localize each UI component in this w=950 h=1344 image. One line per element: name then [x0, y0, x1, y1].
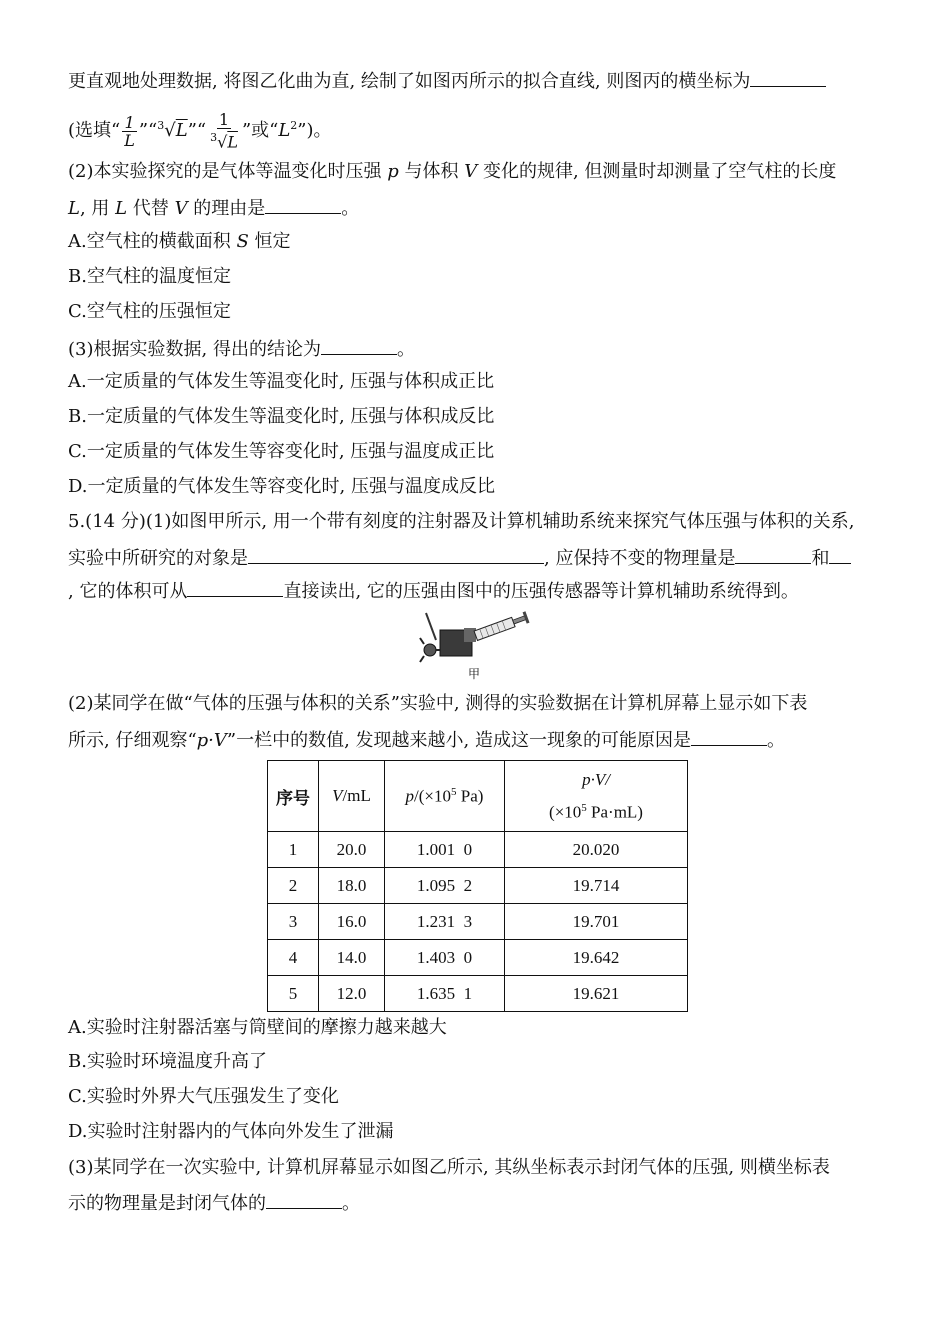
- table-cell-v: 12.0: [319, 976, 385, 1012]
- options-line: (选填“ $\frac{1}{L}$ ”“$^3$√L”“ $\frac{1}{^3√L}$ ”或“$L^2$”)。: [68, 110, 332, 152]
- header-index: 序号: [268, 761, 319, 832]
- option-d[interactable]: D.一定质量的气体发生等容变化时, 压强与温度成反比: [68, 476, 495, 497]
- question-3: (3)根据实验数据, 得出的结论为 。: [68, 336, 415, 362]
- option-b[interactable]: B.一定质量的气体发生等温变化时, 压强与体积成反比: [68, 406, 495, 427]
- table-cell-p: 1.001 0: [385, 832, 505, 868]
- text-line: 更直观地处理数据, 将图乙化曲为直, 绘制了如图丙所示的拟合直线, 则图丙的横坐标为: [68, 68, 826, 94]
- table-cell-p: 1.095 2: [385, 868, 505, 904]
- header-pv: p·V/ ($\times 10^5$ Pa·mL): [505, 761, 688, 832]
- question-5-cont: , 它的体积可从 直接读出, 它的压强由图中的压强传感器等计算机辅助系统得到。: [68, 578, 799, 604]
- question-2: (2)本实验探究的是气体等温变化时压强 p 与体积 V 变化的规律, 但测量时却测量了空气柱的长度: [68, 161, 837, 182]
- option-d[interactable]: D.实验时注射器内的气体向外发生了泄漏: [68, 1121, 394, 1142]
- option-a[interactable]: A.实验时注射器活塞与筒壁间的摩擦力越来越大: [68, 1017, 447, 1038]
- table-cell-p: 1.231 3: [385, 904, 505, 940]
- table-cell-v: 14.0: [319, 940, 385, 976]
- answer-blank[interactable]: [187, 578, 283, 597]
- option-c[interactable]: C.空气柱的压强恒定: [68, 301, 231, 322]
- option-a[interactable]: A.空气柱的横截面积 S 恒定: [68, 231, 291, 252]
- option-b[interactable]: B.空气柱的温度恒定: [68, 266, 231, 287]
- question-5-3: (3)某同学在一次实验中, 计算机屏幕显示如图乙所示, 其纵坐标表示封闭气体的压强, 则横坐标表: [68, 1157, 830, 1178]
- table-cell-pv: 19.621: [505, 976, 688, 1012]
- option-b[interactable]: B.实验时环境温度升高了: [68, 1051, 267, 1072]
- answer-blank[interactable]: [735, 545, 811, 564]
- question-5-cont: 实验中所研究的对象是 , 应保持不变的物理量是 和: [68, 545, 851, 571]
- option-a[interactable]: A.一定质量的气体发生等温变化时, 压强与体积成正比: [68, 371, 495, 392]
- answer-blank[interactable]: [750, 68, 826, 87]
- table-cell-pv: 19.714: [505, 868, 688, 904]
- answer-blank[interactable]: [829, 545, 851, 564]
- answer-blank[interactable]: [321, 336, 397, 355]
- table-row: [268, 976, 688, 1012]
- option-c[interactable]: C.一定质量的气体发生等容变化时, 压强与温度成正比: [68, 441, 495, 462]
- option-c[interactable]: C.实验时外界大气压强发生了变化: [68, 1086, 339, 1107]
- question-5-2-cont: 所示, 仔细观察“p·V”一栏中的数值, 发现越来越小, 造成这一现象的可能原因是 。: [68, 727, 785, 753]
- table-cell-v: 20.0: [319, 832, 385, 868]
- header-pressure: $p/(\times 10^5$ Pa): [385, 761, 505, 832]
- question-2-cont: L, 用 L 代替 V 的理由是 。: [68, 195, 359, 221]
- figure-caption: 甲: [468, 667, 481, 681]
- question-5: 5.(14 分)(1)如图甲所示, 用一个带有刻度的注射器及计算机辅助系统来探究气体压强与体积的关系,: [68, 511, 855, 532]
- cube-root: $^3$√L: [157, 119, 188, 141]
- syringe-apparatus-figure: [418, 608, 532, 670]
- table-cell-n: 3: [268, 904, 319, 940]
- header-volume: V/mL: [319, 761, 385, 832]
- table-cell-n: 1: [268, 832, 319, 868]
- table-cell-v: 16.0: [319, 904, 385, 940]
- table-cell-v: 18.0: [319, 868, 385, 904]
- sensor-connector: [464, 628, 476, 642]
- table-row: [268, 940, 688, 976]
- stand-rod: [426, 613, 436, 640]
- fraction: $\frac{1}{^3√L}$: [210, 110, 238, 152]
- answer-blank[interactable]: [266, 1190, 342, 1209]
- table-cell-n: 4: [268, 940, 319, 976]
- table-cell-pv: 20.020: [505, 832, 688, 868]
- table-row: [268, 832, 688, 868]
- question-5-2: (2)某同学在做“气体的压强与体积的关系”实验中, 测得的实验数据在计算机屏幕上显示如下表: [68, 693, 808, 714]
- table-header-row: [268, 761, 688, 832]
- table-row: [268, 868, 688, 904]
- answer-blank[interactable]: [265, 195, 341, 214]
- syringe-barrel: [474, 617, 515, 640]
- table-cell-p: 1.635 1: [385, 976, 505, 1012]
- answer-blank[interactable]: [248, 545, 544, 564]
- table-cell-p: 1.403 0: [385, 940, 505, 976]
- fraction: $\frac{1}{L}$: [124, 112, 135, 150]
- table-cell-pv: 19.642: [505, 940, 688, 976]
- table-cell-n: 5: [268, 976, 319, 1012]
- answer-blank[interactable]: [691, 727, 767, 746]
- table-cell-n: 2: [268, 868, 319, 904]
- question-5-3-cont: 示的物理量是封闭气体的 。: [68, 1190, 360, 1216]
- table-cell-pv: 19.701: [505, 904, 688, 940]
- data-table: [267, 760, 688, 1012]
- knob: [424, 644, 436, 656]
- table-row: [268, 904, 688, 940]
